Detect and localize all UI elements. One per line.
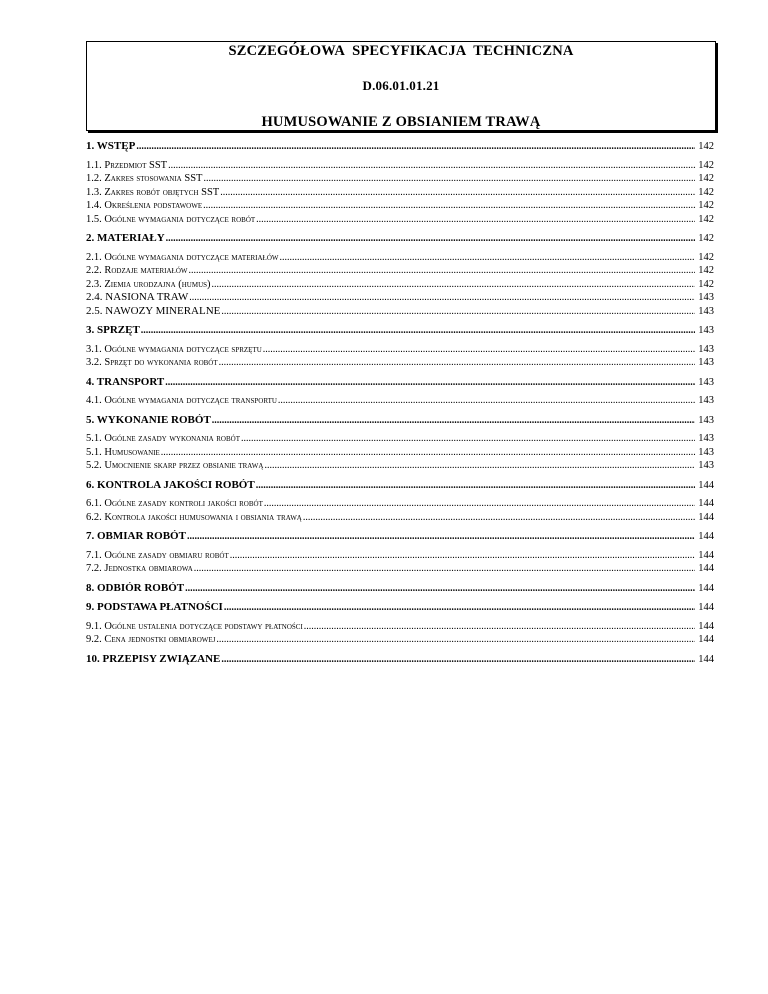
toc-dot-leader bbox=[264, 497, 695, 511]
toc-page-number: 143 bbox=[698, 292, 714, 303]
toc-page-number: 143 bbox=[698, 395, 714, 406]
toc-entry-label: 2. MATERIAŁY bbox=[86, 232, 165, 244]
toc-page-number: 143 bbox=[698, 343, 714, 355]
toc-entry-label: 6.1. Ogólne zasady kontroli jakości robót bbox=[86, 498, 263, 509]
document-subtitle: HUMUSOWANIE Z OBSIANIEM TRAWĄ bbox=[261, 114, 541, 130]
toc-dot-leader bbox=[161, 446, 695, 460]
toc-dot-leader bbox=[165, 376, 695, 390]
toc-subsection-entry[interactable] bbox=[86, 459, 714, 473]
toc-subsection-entry[interactable] bbox=[86, 172, 714, 186]
toc-subsection-entry[interactable] bbox=[86, 291, 714, 305]
toc-entry-label: 10. PRZEPISY ZWIĄZANE bbox=[86, 652, 221, 665]
toc-entry-label: 6. KONTROLA JAKOŚCI ROBÓT bbox=[86, 478, 255, 491]
toc-page-number: 143 bbox=[698, 433, 714, 444]
toc-page-number: 142 bbox=[698, 186, 714, 198]
toc-page-number: 143 bbox=[698, 325, 714, 336]
toc-section-entry[interactable] bbox=[86, 601, 714, 615]
toc-entry-label: 1.1. Przedmiot SST bbox=[86, 159, 168, 171]
toc-page-number: 143 bbox=[698, 446, 714, 458]
toc-dot-leader bbox=[303, 511, 695, 525]
toc-dot-leader bbox=[203, 199, 695, 213]
toc-entry-label: 1.5. Ogólne wymagania dotyczące robót bbox=[86, 213, 256, 225]
toc-dot-leader bbox=[189, 264, 696, 278]
toc-page-number: 144 bbox=[698, 620, 714, 632]
toc-section-entry[interactable] bbox=[86, 582, 714, 596]
toc-entry-label: 1.2. Zakres stosowania SST bbox=[86, 173, 203, 184]
toc-dot-leader bbox=[219, 356, 695, 370]
toc-dot-leader bbox=[278, 394, 695, 408]
toc-section-entry[interactable] bbox=[86, 376, 714, 390]
toc-subsection-entry[interactable] bbox=[86, 633, 714, 647]
toc-subsection-entry[interactable] bbox=[86, 186, 714, 200]
toc-dot-leader bbox=[187, 530, 695, 544]
toc-dot-leader bbox=[263, 343, 695, 357]
toc-page-number: 142 bbox=[698, 233, 714, 244]
toc-page-number: 144 bbox=[698, 653, 714, 665]
toc-entry-label: 7. OBMIAR ROBÓT bbox=[86, 530, 186, 542]
toc-page-number: 142 bbox=[698, 200, 714, 211]
table-of-contents bbox=[86, 140, 714, 671]
toc-subsection-entry[interactable] bbox=[86, 278, 714, 292]
toc-entry-label: 2.5. NAWOZY MINERALNE bbox=[86, 304, 221, 317]
toc-section-entry[interactable] bbox=[86, 140, 714, 154]
toc-dot-leader bbox=[212, 414, 695, 428]
toc-page-number: 144 bbox=[698, 602, 714, 613]
toc-page-number: 142 bbox=[698, 265, 714, 276]
toc-dot-leader bbox=[221, 305, 695, 319]
toc-subsection-entry[interactable] bbox=[86, 356, 714, 370]
toc-page-number: 144 bbox=[698, 563, 714, 574]
toc-page-number: 142 bbox=[698, 173, 714, 184]
toc-page-number: 143 bbox=[698, 414, 714, 426]
toc-section-entry[interactable] bbox=[86, 232, 714, 246]
toc-dot-leader bbox=[221, 653, 695, 667]
toc-entry-label: 2.4. NASIONA TRAW bbox=[86, 291, 189, 303]
toc-page-number: 144 bbox=[698, 511, 714, 523]
toc-entry-label: 5.2. Umocnienie skarp przez obsianie trawą bbox=[86, 460, 264, 471]
toc-subsection-entry[interactable] bbox=[86, 446, 714, 460]
toc-page-number: 143 bbox=[698, 357, 714, 368]
toc-page-number: 143 bbox=[698, 305, 714, 317]
toc-page-number: 142 bbox=[698, 251, 714, 263]
toc-entry-label: 7.1. Ogólne zasady obmiaru robót bbox=[86, 549, 229, 561]
toc-subsection-entry[interactable] bbox=[86, 264, 714, 278]
toc-subsection-entry[interactable] bbox=[86, 394, 714, 408]
toc-dot-leader bbox=[264, 459, 695, 473]
toc-entry-label: 4. TRANSPORT bbox=[86, 375, 165, 388]
toc-page-number: 144 bbox=[698, 531, 714, 542]
toc-subsection-entry[interactable] bbox=[86, 343, 714, 357]
toc-subsection-entry[interactable] bbox=[86, 549, 714, 563]
toc-entry-label: 4.1. Ogólne wymagania dotyczące transportu bbox=[86, 395, 277, 406]
toc-page-number: 144 bbox=[698, 634, 714, 645]
toc-dot-leader bbox=[168, 159, 695, 173]
toc-dot-leader bbox=[279, 251, 695, 265]
toc-entry-label: 2.2. Rodzaje materiałów bbox=[86, 265, 188, 276]
toc-dot-leader bbox=[194, 562, 695, 576]
toc-entry-label: 3.2. Sprzęt do wykonania robót bbox=[86, 357, 218, 368]
toc-entry-label: 1. WSTĘP bbox=[86, 140, 136, 152]
toc-entry-label: 3.1. Ogólne wymagania dotyczące sprzętu bbox=[86, 343, 262, 355]
toc-section-entry[interactable] bbox=[86, 530, 714, 544]
toc-entry-label: 7.2. Jednostka obmiarowa bbox=[86, 563, 193, 574]
toc-dot-leader bbox=[141, 324, 695, 338]
toc-page-number: 142 bbox=[698, 159, 714, 171]
toc-entry-label: 9.2. Cena jednostki obmiarowej bbox=[86, 634, 216, 645]
toc-entry-label: 9. PODSTAWA PŁATNOŚCI bbox=[86, 601, 223, 613]
toc-section-entry[interactable] bbox=[86, 324, 714, 338]
toc-dot-leader bbox=[230, 549, 695, 563]
toc-subsection-entry[interactable] bbox=[86, 305, 714, 319]
toc-dot-leader bbox=[256, 213, 695, 227]
toc-dot-leader bbox=[216, 633, 695, 647]
toc-subsection-entry[interactable] bbox=[86, 497, 714, 511]
toc-dot-leader bbox=[189, 291, 695, 305]
toc-section-entry[interactable] bbox=[86, 479, 714, 493]
toc-page-number: 142 bbox=[698, 278, 714, 290]
toc-dot-leader bbox=[304, 620, 695, 634]
toc-entry-label: 5.1. Ogólne zasady wykonania robót bbox=[86, 433, 240, 444]
toc-subsection-entry[interactable] bbox=[86, 432, 714, 446]
document-header-box bbox=[86, 41, 716, 131]
toc-page-number: 144 bbox=[698, 479, 714, 491]
toc-page-number: 144 bbox=[698, 582, 714, 594]
toc-page-number: 144 bbox=[698, 549, 714, 561]
toc-dot-leader bbox=[185, 582, 695, 596]
toc-subsection-entry[interactable] bbox=[86, 213, 714, 227]
toc-dot-leader bbox=[166, 232, 695, 246]
toc-page-number: 143 bbox=[698, 376, 714, 388]
document-code: D.06.01.01.21 bbox=[362, 78, 440, 93]
toc-subsection-entry[interactable] bbox=[86, 562, 714, 576]
toc-subsection-entry[interactable] bbox=[86, 511, 714, 525]
toc-dot-leader bbox=[136, 140, 695, 154]
toc-entry-label: 2.3. Ziemia urodzajna (humus) bbox=[86, 278, 211, 290]
toc-subsection-entry[interactable] bbox=[86, 620, 714, 634]
document-title: SZCZEGÓŁOWA SPECYFIKACJA TECHNICZNA bbox=[228, 43, 574, 59]
toc-dot-leader bbox=[256, 479, 695, 493]
toc-page-number: 142 bbox=[698, 141, 714, 152]
toc-entry-label: 9.1. Ogólne ustalenia dotyczące podstawy płatności bbox=[86, 620, 303, 632]
toc-entry-label: 5. WYKONANIE ROBÓT bbox=[86, 413, 211, 426]
toc-page-number: 142 bbox=[698, 213, 714, 225]
toc-section-entry[interactable] bbox=[86, 414, 714, 428]
toc-subsection-entry[interactable] bbox=[86, 251, 714, 265]
toc-entry-label: 3. SPRZĘT bbox=[86, 324, 140, 336]
toc-section-entry[interactable] bbox=[86, 653, 714, 667]
toc-entry-label: 1.4. Określenia podstawowe bbox=[86, 200, 203, 211]
toc-dot-leader bbox=[224, 601, 695, 615]
toc-dot-leader bbox=[220, 186, 695, 200]
toc-entry-label: 1.3. Zakres robót objętych SST bbox=[86, 186, 220, 198]
toc-entry-label: 8. ODBIÓR ROBÓT bbox=[86, 581, 185, 594]
toc-entry-label: 2.1. Ogólne wymagania dotyczące materiałów bbox=[86, 251, 279, 263]
toc-page-number: 144 bbox=[698, 498, 714, 509]
toc-dot-leader bbox=[203, 172, 695, 186]
toc-page-number: 143 bbox=[698, 460, 714, 471]
toc-dot-leader bbox=[212, 278, 695, 292]
toc-entry-label: 6.2. Kontrola jakości humusowania i obsiania trawą bbox=[86, 511, 302, 523]
toc-subsection-entry[interactable] bbox=[86, 199, 714, 213]
toc-entry-label: 5.1. Humusowanie bbox=[86, 446, 160, 458]
toc-dot-leader bbox=[241, 432, 695, 446]
toc-subsection-entry[interactable] bbox=[86, 159, 714, 173]
